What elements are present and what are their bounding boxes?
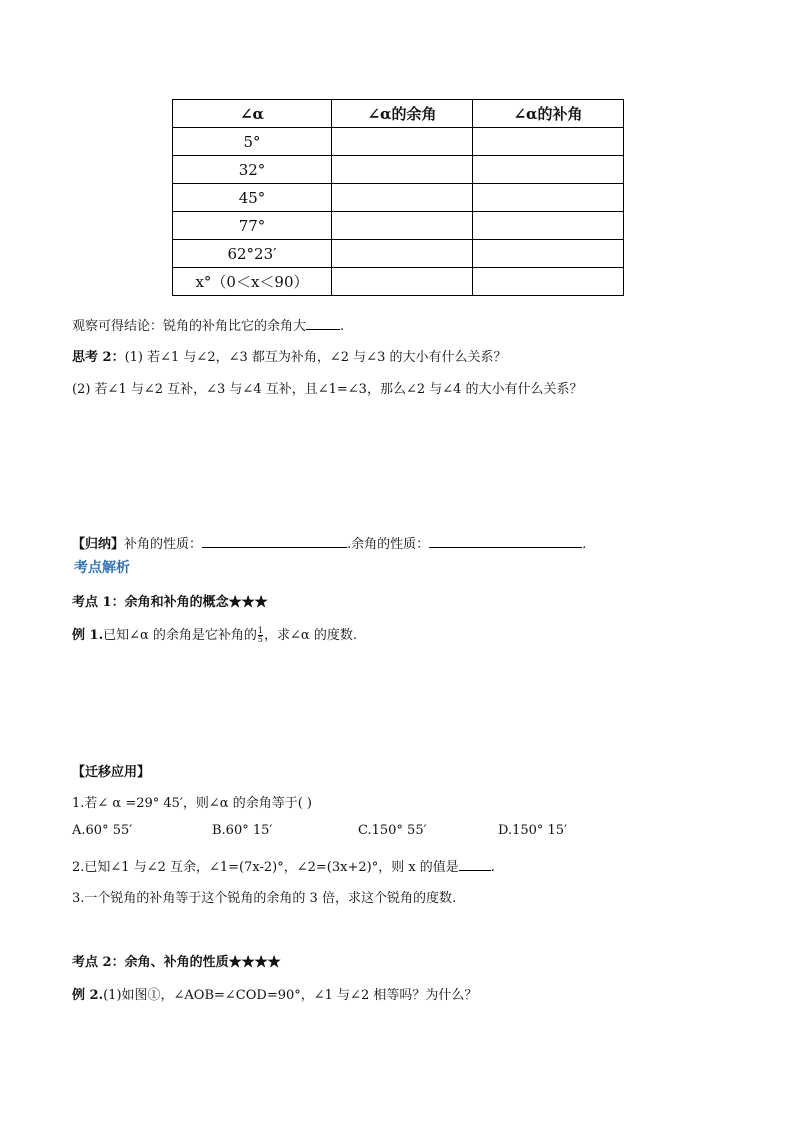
transfer-title: 【迁移应用】: [72, 765, 151, 780]
think2-question1: [72, 346, 506, 365]
example1: [72, 624, 357, 644]
option-d[interactable]: D.150° 15′: [498, 823, 568, 838]
section-title: 考点解析: [74, 560, 130, 576]
induction-part1: 补角的性质：: [124, 537, 203, 552]
angle-table: [172, 99, 624, 296]
complement-cell: [332, 128, 473, 156]
table-row: [173, 184, 624, 212]
supplement-cell: [473, 156, 624, 184]
point2-title: 考点 2：余角、补角的性质★★★★: [72, 955, 281, 970]
transfer-question1: 1.若∠ α =29° 45′，则∠α 的余角等于( ): [72, 796, 312, 811]
table-row: [173, 156, 624, 184]
complement-property-blank[interactable]: [429, 533, 582, 548]
transfer-question3: 3.一个锐角的补角等于这个锐角的余角的 3 倍，求这个锐角的度数.: [72, 891, 457, 906]
table-header-row: [173, 100, 624, 128]
induction-mid: .余角的性质：: [347, 537, 430, 552]
observation-text: 观察可得结论：锐角的补角比它的余角大: [72, 319, 307, 334]
row-angle-value: x°（0＜x＜90）: [173, 268, 332, 296]
fraction-denominator: 5: [257, 635, 264, 644]
induction-label: 【归纳】: [72, 537, 125, 552]
row-angle-value: 77°: [173, 212, 332, 240]
row-angle-value: 62°23′: [173, 240, 332, 268]
row-angle-value: 32°: [173, 156, 332, 184]
x-value-blank[interactable]: [459, 856, 491, 871]
table-row: [173, 128, 624, 156]
option-c[interactable]: C.150° 55′: [358, 823, 427, 838]
header-supplement: ∠α的补角: [473, 100, 624, 128]
induction-line: [72, 533, 586, 552]
example2: [72, 984, 477, 1003]
option-a[interactable]: A.60° 55′: [72, 823, 133, 838]
example1-label: 例 1.: [72, 628, 104, 643]
complement-cell: [332, 268, 473, 296]
complement-cell: [332, 240, 473, 268]
option-b[interactable]: B.60° 15′: [212, 823, 273, 838]
table-row: [173, 212, 624, 240]
example1-text-a: 已知∠α 的余角是它补角的: [103, 628, 257, 643]
supplement-cell: [473, 240, 624, 268]
think2-q1-text: (1) 若∠1 与∠2，∠3 都互为补角，∠2 与∠3 的大小有什么关系？: [124, 350, 507, 365]
supplement-cell: [473, 212, 624, 240]
transfer-q2-end: .: [490, 860, 495, 875]
induction-end: .: [582, 537, 587, 552]
supplement-property-blank[interactable]: [202, 533, 347, 548]
observation-line: [72, 315, 344, 334]
complement-cell: [332, 184, 473, 212]
complement-cell: [332, 156, 473, 184]
header-angle: ∠α: [173, 100, 332, 128]
point1-title: 考点 1：余角和补角的概念★★★: [72, 595, 268, 610]
header-complement: ∠α的余角: [332, 100, 473, 128]
row-angle-value: 5°: [173, 128, 332, 156]
think2-label: 思考 2：: [72, 350, 125, 365]
complement-cell: [332, 212, 473, 240]
supplement-cell: [473, 268, 624, 296]
table-row: [173, 240, 624, 268]
example2-text: (1)如图①，∠AOB=∠COD=90°，∠1 与∠2 相等吗？为什么？: [103, 988, 478, 1003]
fraction-one-fifth: [258, 627, 263, 644]
row-angle-value: 45°: [173, 184, 332, 212]
fraction-numerator: 1: [257, 626, 264, 635]
supplement-cell: [473, 128, 624, 156]
example2-label: 例 2.: [72, 988, 104, 1003]
observation-blank[interactable]: [306, 315, 340, 330]
observation-end: .: [340, 319, 345, 334]
table-row: [173, 268, 624, 296]
example1-text-b: ，求∠α 的度数.: [264, 628, 357, 643]
supplement-cell: [473, 184, 624, 212]
transfer-question2: [72, 856, 495, 875]
think2-question2: (2) 若∠1 与∠2 互补，∠3 与∠4 互补，且∠1=∠3，那么∠2 与∠4 的大小有什么关系？: [72, 382, 583, 397]
transfer-q2-text: 2.已知∠1 与∠2 互余，∠1=(7x-2)°，∠2=(3x+2)°，则 x 的值是: [72, 860, 459, 875]
